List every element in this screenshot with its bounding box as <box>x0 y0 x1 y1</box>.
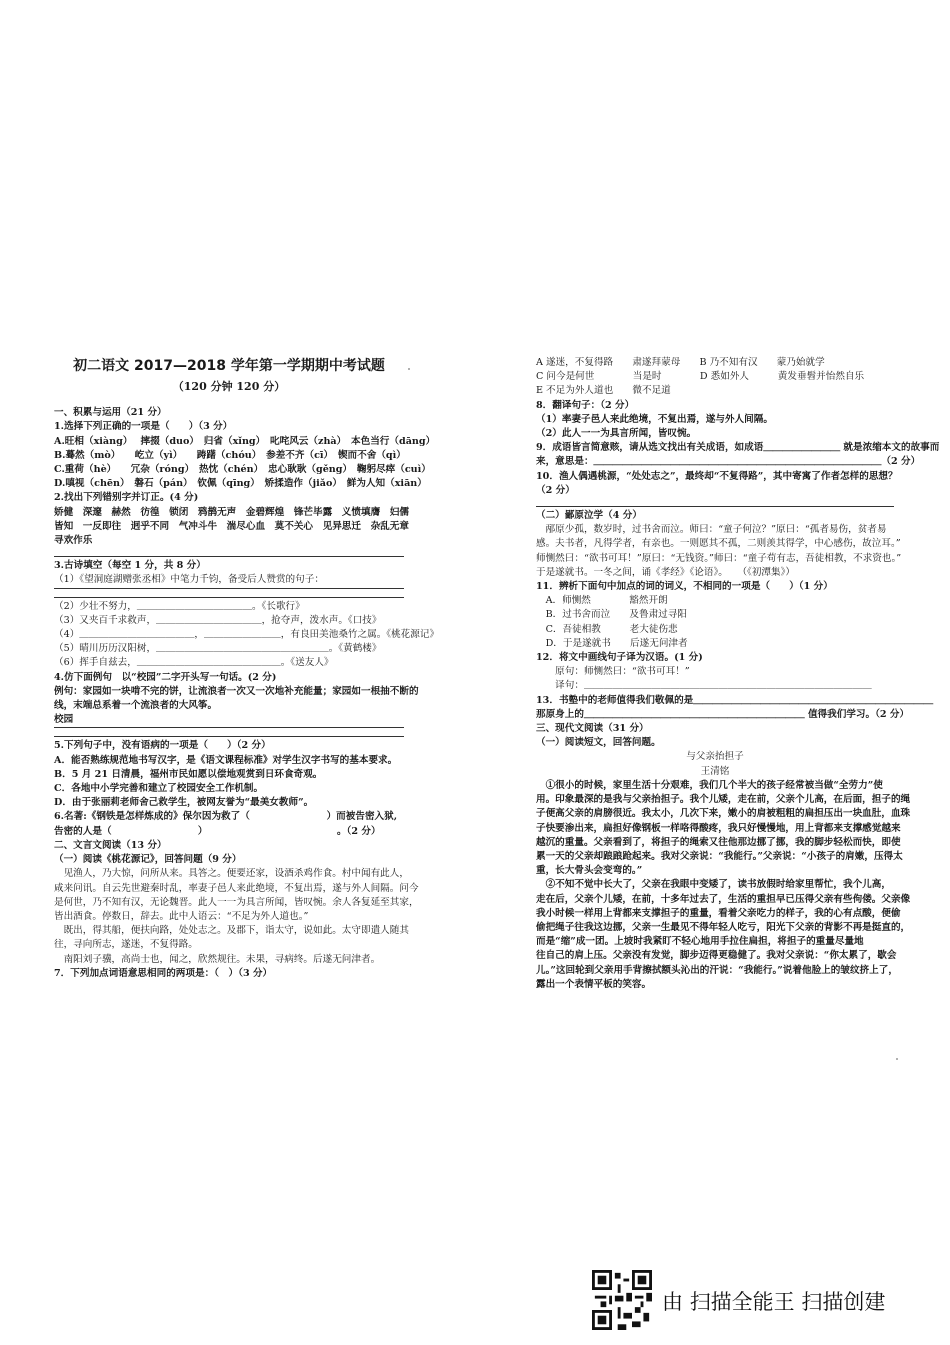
text-line: ②不知不觉中长大了，父亲在我眼中变矮了，读书放假时给家里帮忙，我个儿高， <box>536 879 891 891</box>
text-line: 露出一个表情平板的笑容。 <box>536 978 652 990</box>
scan-speck <box>408 368 410 370</box>
text-line: （1）率妻子邑人来此绝境，不复出焉，遂与外人间隔。 <box>536 413 773 425</box>
text-line: 邴原少孤，数岁时，过书舍而泣。师曰：“童子何泣？”原曰：“孤者易伤，贫者易 <box>536 524 887 536</box>
text-line: 来，意思是：＿＿＿＿＿＿＿＿＿＿＿＿＿＿＿＿＿＿＿＿＿＿＿＿＿＿＿＿＿＿（2 分） <box>536 456 921 468</box>
text-line: 与父亲抬担子 <box>686 751 744 763</box>
text-line: （2 分） <box>536 484 575 496</box>
text-line: （2）少壮不努力，＿＿＿＿＿＿＿＿＿＿＿＿。《长歌行》 <box>54 600 305 612</box>
text-line: （一）阅读短文，回答问题。 <box>536 737 661 749</box>
text-line: 我小时候一样用上背都来支撑担子的重量，看着父亲吃力的样子，我的心有点酸，便偷 <box>536 907 901 919</box>
text-line: 4.仿下面例句 以“校园”二字开头写一句话。(2 分) <box>54 671 277 683</box>
text-line: 校园 <box>54 713 404 728</box>
answer-line <box>54 548 404 557</box>
watermark-suffix: 扫描创建 <box>801 1290 886 1314</box>
text-line: 子快要渗出来，扁担好像钢板一样咯得酸疼，我只好慢慢地，用上背都来支撑感觉越来 <box>536 822 901 834</box>
text-line: （6）挥手自兹去，＿＿＿＿＿＿＿＿＿＿＿＿＿＿＿。《送友人》 <box>54 657 334 669</box>
text-line: C 问今是何世 当是时 D 悉如外人 黄发垂髫并怡然自乐 <box>536 371 865 383</box>
text-line: （二）鄙原泣学（4 分） <box>536 510 642 522</box>
text-line: C．吾徒相教 老大徒伤悲 <box>536 623 678 635</box>
text-line: D.嗔视（chēn） 磐石（pán） 钦佩（qīng） 矫揉造作（jiǎo） 鲜为人知（xiān） <box>54 478 427 490</box>
text-line: B.蓦然（mò） 屹立（yì） 踌躇（chóu） 参差不齐（cī） 锲而不舍（qì） <box>54 449 406 461</box>
exam-title: 初二语文 2017—2018 学年第一学期期中考试题 <box>73 358 385 374</box>
text-line: （2）此人一一为具言所闻，皆叹惋。 <box>536 428 697 440</box>
text-line: A 遂迷，不复得路 肃遂拜蒙母 B 乃不知有汉 蒙乃始就学 <box>536 357 825 368</box>
right-column-body <box>536 356 940 992</box>
text-line: 而是“缩”成一团。上坡时我紧盯不轻心地用手拉住扁担，将担子的重量尽量地 <box>536 936 864 948</box>
text-line: （一）阅读《桃花源记》，回答问题（9 分） <box>54 854 242 866</box>
text-line: 寻欢作乐 <box>54 535 93 547</box>
text-line: （5）晴川历历汉阳树，＿＿＿＿＿＿＿＿＿＿＿＿＿＿＿＿＿＿。《黄鹤楼》 <box>54 643 382 655</box>
text-line: ①很小的时候，家里生活十分艰难，我们几个半大的孩子经常被当做“全劳力”使 <box>536 779 883 791</box>
text-line: 累一天的父亲却踉踉跄起来。我对父亲说：“我能行。”父亲说：“小孩子的肩嫩，压得太 <box>536 850 903 862</box>
text-line: 皆知 一反即往 迥乎不同 气冲斗牛 湍尽心血 莫不关心 见异思迁 杂乱无章 <box>54 520 409 532</box>
left-column-body <box>54 406 440 981</box>
text-line: B．过书舍而泣 及鲁肃过寻阳 <box>536 609 687 621</box>
text-line: 走在后，父亲个儿矮，在前，十多年过去了，生活的重担早已压得父亲有些佝偻。父亲像 <box>536 893 911 905</box>
text-line: （4）＿＿＿＿＿＿＿＿＿＿＿＿，＿＿＿＿＿＿＿＿，有良田美池桑竹之属。《桃花源记》 <box>54 629 440 641</box>
text-line: C．各地中小学完善和建立了校园安全工作机制。 <box>54 783 264 795</box>
text-line: 感。夫书者，凡得学者，有亲也。一则愿其不孤，二则羡其得学，中心感伤，故泣耳。” <box>536 538 901 550</box>
text-line: 儿。”这回轮到父亲用手背擦拭额头沁出的汗说：“我能行。”说着他脸上的皱纹挤上了， <box>536 964 898 976</box>
text-line: 3.古诗填空（每空 1 分，共 8 分） <box>54 560 206 572</box>
text-line: 那原身上的＿＿＿＿＿＿＿＿＿＿＿＿＿＿＿＿＿＿＿＿＿＿＿ 值得我们学习。（2 分） <box>536 708 910 720</box>
text-line: 王清铭 <box>700 765 730 777</box>
scanner-watermark <box>592 1270 912 1334</box>
text-line: （3）又夹百千求救声，＿＿＿＿＿＿＿＿＿＿＿，抢夺声，泼水声。《口技》 <box>54 614 382 626</box>
text-line: 越沉的重量。父亲看到了，将担子的绳索又往他那边挪了挪，我的脚步轻松而快，即使 <box>536 836 901 848</box>
text-line: 原句：师恻然曰：“欲书可耳！” <box>536 666 690 678</box>
text-line: A．能否熟练规范地书写汉字，是《语文课程标准》对学生汉字书写的基本要求。 <box>54 754 398 766</box>
qr-code-icon <box>592 1270 652 1330</box>
text-line: 2.找出下列错别字并订正。(4 分) <box>54 492 199 504</box>
text-line: D．由于张丽莉老师舍己救学生，被网友誉为“最美女教师”。 <box>54 797 314 809</box>
left-column <box>54 356 440 981</box>
text-line: 6.名著:《钢铁是怎样炼成的》保尔因为救了（ ）而被告密入狱, <box>54 811 398 823</box>
text-line: 既出，得其船，便扶向路，处处志之。及郡下，诣太守，说如此。太守即遣人随其 <box>54 925 409 937</box>
text-line: A.旺相（xiàng） 摔掇（duo） 归省（xǐng） 叱咤风云（zhà） 本色当行（dāng） <box>54 435 436 447</box>
text-line: 南阳刘子骥，高尚士也，闻之，欣然规往。未果，寻病终。后遂无问津者。 <box>54 953 381 965</box>
right-column <box>536 356 940 992</box>
text-line: 13．书塾中的老师值得我们敬佩的是＿＿＿＿＿＿＿＿＿＿＿＿＿＿＿＿＿＿＿＿＿＿＿＿＿ <box>536 694 934 706</box>
text-line: 三、现代文阅读（31 分） <box>536 723 649 735</box>
text-line: 二、文言文阅读（13 分） <box>54 839 167 851</box>
text-line: 偷把绳子往我这边挪，父亲一生最见不得年轻人吃亏，阳光下父亲的背影不再是挺直的， <box>536 921 911 933</box>
answer-line <box>54 589 404 598</box>
text-line: 一、积累与运用（21 分） <box>54 407 167 419</box>
text-line: B．5 月 21 日清晨，福州市民如愿以偿地观赏到日环食奇观。 <box>54 768 323 780</box>
scan-speck <box>896 1058 898 1060</box>
text-line: C.重荷（hè） 冗杂（róng） 热忱（chén） 忠心耿耿（gěng） 鞠躬尽瘁（cuì） <box>54 464 431 476</box>
text-line: 5.下列句子中，没有语病的一项是（ ）（2 分） <box>54 740 271 752</box>
text-line: 9．成语皆言简意赅，请从选文找出有关成语，如成语＿＿＿＿＿＿＿＿ 就是浓缩本文的故事而 <box>536 442 940 454</box>
text-line: 线，末端总系着一个流浪者的大风筝。 <box>54 700 218 712</box>
text-line: 皆出酒食。停数日，辞去。此中人语云：“不足为外人道也。” <box>54 910 309 922</box>
watermark-text <box>662 1286 885 1316</box>
text-line: 于是遂就书。一冬之间，诵《孝经》《论语》。 （《初潭集》） <box>536 566 796 578</box>
text-line: 往，寻向所志，遂迷，不复得路。 <box>54 939 198 951</box>
text-line: 娇健 深邃 赫然 彷徨 锁闭 鸦鹊无声 金碧辉煌 锋芒毕露 义愤填膺 妇儒 <box>54 506 409 518</box>
text-line: 12．将文中画线句子译为汉语。(1 分) <box>536 652 703 664</box>
text-line: 是何世，乃不知有汉，无论魏晋。此人一一为具言所闻，皆叹惋。余人各复延至其家， <box>54 896 419 908</box>
text-line: 往自己的肩上压。父亲没有发觉，脚步迈得更稳健了。我对父亲说：“你太累了，歇会 <box>536 950 897 962</box>
watermark-app-name: 扫描全能王 <box>689 1290 795 1314</box>
text-line: 译句：＿＿＿＿＿＿＿＿＿＿＿＿＿＿＿＿＿＿＿＿＿＿＿＿＿＿＿＿＿＿ <box>536 680 872 692</box>
watermark-prefix: 由 <box>662 1290 683 1314</box>
text-line: 用。印象最深的是我与父亲抬担子。我个儿矮，走在前，父亲个儿高，在后面，担子的绳 <box>536 794 911 806</box>
text-line: 1.选择下列正确的一项是（ ）（3 分） <box>54 421 233 433</box>
answer-line <box>536 498 894 507</box>
text-line: E 不足为外人道也 微不足道 <box>536 385 671 397</box>
text-line: 重，长大骨头会变弯的。” <box>536 865 643 877</box>
text-line: 例句：家园如一块啃不完的饼，让流浪者一次又一次地补充能量；家园如一根抽不断的 <box>54 685 419 697</box>
text-line: （1）《望洞庭湖赠张丞相》中笔力千钧，备受后人赞赏的句子： <box>54 573 404 588</box>
text-line: 10．渔人偶遇桃源，“处处志之”，最终却“不复得路”，其中寄寓了作者怎样的思想？ <box>536 470 898 482</box>
text-line: 见渔人，乃大惊，问所从来。具答之。便要还家，设酒杀鸡作食。村中闻有此人， <box>54 868 409 880</box>
text-line: 咸来问讯。自云先世避秦时乱，率妻子邑人来此绝境，不复出焉，遂与外人间隔。问今 <box>54 882 419 894</box>
text-line: 师恻然曰：“欲书可耳！”原曰：“无钱资。”师曰：“童子苟有志，吾徒相教，不求资也。” <box>536 552 902 564</box>
text-line: 子便高父亲的肩膀很近。我太小，几次下来，嫩小的肩被粗粗的扁担压出一块血肚，血珠 <box>536 808 911 820</box>
answer-line <box>54 728 404 737</box>
exam-subtitle: （120 分钟 120 分） <box>172 380 286 393</box>
text-line: 告密的人是（ ） 。（2 分） <box>54 825 381 837</box>
text-line: A．师恻然 豁然开朗 <box>536 595 668 607</box>
text-line: D．于是遂就书 后遂无问津者 <box>536 637 688 649</box>
text-line: 7．下列加点词语意思相同的两项是：（ ）（3 分） <box>54 967 273 979</box>
text-line: 11．辨析下面句中加点的词的词义，不相同的一项是（ ）（1 分） <box>536 581 833 593</box>
text-line: 8．翻译句子：（2 分） <box>536 399 635 411</box>
